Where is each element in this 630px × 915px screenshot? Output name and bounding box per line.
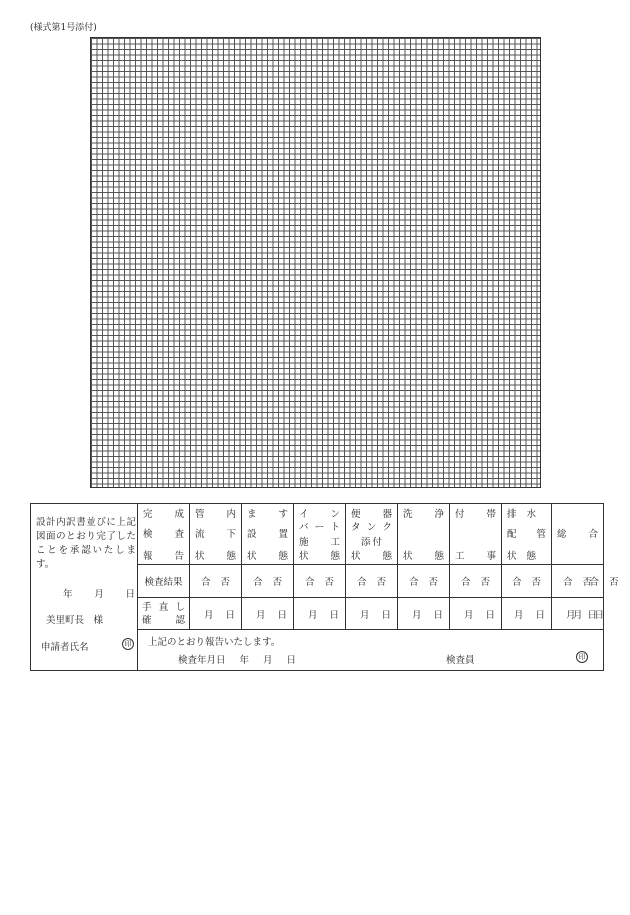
header-cell xyxy=(502,504,552,565)
day-label: 日 xyxy=(587,609,597,621)
month-label: 月 xyxy=(255,609,266,621)
header-ancillary-work xyxy=(450,504,501,564)
result-cell[interactable] xyxy=(242,565,294,598)
header-char: 態 xyxy=(382,551,392,562)
header-cell xyxy=(294,504,346,565)
report-statement-cell xyxy=(138,630,604,671)
header-char: 告 xyxy=(174,551,184,562)
header-cell xyxy=(552,504,604,565)
result-cell[interactable] xyxy=(190,565,242,598)
month-label: 月 xyxy=(203,609,214,621)
month-label: 月 xyxy=(572,609,583,621)
header-char: ま xyxy=(247,509,257,520)
pass-option[interactable]: 合 xyxy=(589,577,599,588)
approval-month-label: 月 xyxy=(94,589,104,600)
header-char: 完 xyxy=(143,509,153,520)
pass-option[interactable]: 合 xyxy=(408,577,419,588)
header-char: 添 xyxy=(361,537,371,548)
header-pipe-flow xyxy=(190,504,241,564)
header-char: 帯 xyxy=(486,509,496,520)
result-cell[interactable] xyxy=(346,565,398,598)
header-char: 付 xyxy=(455,509,465,520)
inspection-day-label: 日 xyxy=(286,655,297,666)
header-basin-install xyxy=(242,504,293,564)
inspector-label: 検査員 xyxy=(446,655,475,666)
header-char: 浄 xyxy=(434,509,444,520)
confirm-date-cell[interactable] xyxy=(242,598,294,630)
report-statement: 上記のとおり報告いたします。 xyxy=(148,637,281,648)
header-char: 工 xyxy=(330,537,340,548)
header-char: タ xyxy=(351,522,361,533)
month-label: 月 xyxy=(513,609,524,621)
header-char: 工 xyxy=(455,551,465,562)
header-cell xyxy=(398,504,450,565)
header-char: 事 xyxy=(486,551,496,562)
confirm-date-cell[interactable] xyxy=(346,598,398,630)
header-char: 洗 xyxy=(403,509,413,520)
result-cell[interactable] xyxy=(398,565,450,598)
header-char: 態 xyxy=(526,551,536,562)
header-char: ク xyxy=(382,522,392,533)
inspection-year-label: 年 xyxy=(239,655,250,666)
pass-option[interactable]: 合 xyxy=(460,577,471,588)
day-label: 日 xyxy=(225,609,235,621)
label-char: 手 xyxy=(142,601,152,613)
header-cell xyxy=(138,504,190,565)
approval-date xyxy=(63,586,135,600)
header-char: 報 xyxy=(143,551,153,562)
header-char: 状 xyxy=(299,551,309,562)
approval-statement: 設計内訳書並びに上記図面のとおり完了したことを承認いたします。 xyxy=(36,517,136,570)
confirm-date-cell[interactable] xyxy=(294,598,346,630)
header-char: 器 xyxy=(382,509,392,520)
header-cell xyxy=(450,504,502,565)
header-char: 流 xyxy=(195,529,205,540)
result-cell[interactable] xyxy=(294,565,346,598)
header-char: バ xyxy=(299,522,309,533)
header-invert-work xyxy=(294,504,345,564)
header-char: 合 xyxy=(588,529,598,540)
header-char: 設 xyxy=(247,529,257,540)
header-char: イ xyxy=(299,509,309,520)
header-char: 態 xyxy=(278,551,288,562)
result-cell[interactable] xyxy=(450,565,502,598)
header-char: 態 xyxy=(434,551,444,562)
fail-option[interactable]: 否 xyxy=(609,577,619,588)
header-char: 状 xyxy=(247,551,257,562)
pass-option[interactable]: 合 xyxy=(304,577,315,588)
fail-option[interactable]: 否 xyxy=(220,577,231,588)
header-char: 状 xyxy=(195,551,205,562)
header-char: す xyxy=(278,509,288,520)
result-row-label: 検査結果 xyxy=(138,565,190,598)
header-char: 管 xyxy=(195,509,205,520)
result-cell[interactable] xyxy=(502,565,552,598)
approval-day-label: 日 xyxy=(125,589,135,600)
header-flush xyxy=(398,504,449,564)
inspection-date xyxy=(178,652,296,666)
header-char: 態 xyxy=(226,551,236,562)
drawing-grid-area[interactable] xyxy=(90,37,541,488)
fail-option[interactable]: 否 xyxy=(428,577,439,588)
day-label: 日 xyxy=(485,609,495,621)
header-char: 配 xyxy=(507,529,517,540)
day-label: 日 xyxy=(329,609,339,621)
header-char: 排 xyxy=(507,509,517,520)
header-char: 状 xyxy=(403,551,413,562)
pass-option[interactable]: 合 xyxy=(200,577,211,588)
header-char: 検 xyxy=(143,529,153,540)
label-char: 認 xyxy=(175,614,185,626)
header-char: 管 xyxy=(536,529,546,540)
header-char: 状 xyxy=(351,551,361,562)
pass-option[interactable]: 合 xyxy=(252,577,263,588)
header-char: 付 xyxy=(372,537,382,548)
form-number-label: (様式第1号添付) xyxy=(30,23,97,33)
label-char: し xyxy=(175,601,185,613)
header-drain-pipe xyxy=(502,504,551,564)
header-char: 置 xyxy=(278,529,288,540)
confirm-date-cell[interactable] xyxy=(450,598,502,630)
header-char: 総 xyxy=(557,529,567,540)
day-label: 日 xyxy=(433,609,443,621)
header-char: 状 xyxy=(507,551,517,562)
label-char: 確 xyxy=(142,614,152,626)
day-label: 日 xyxy=(535,609,545,621)
inspection-report-table xyxy=(30,503,619,671)
header-cell xyxy=(190,504,242,565)
header-char: 査 xyxy=(174,529,184,540)
confirm-date-cell[interactable] xyxy=(502,598,552,630)
pass-option[interactable]: 合 xyxy=(356,577,367,588)
month-label: 月 xyxy=(359,609,370,621)
header-char: 下 xyxy=(226,529,236,540)
fail-option[interactable]: 否 xyxy=(582,577,593,588)
month-label: 月 xyxy=(307,609,318,621)
header-char: 成 xyxy=(174,509,184,520)
fail-option[interactable]: 否 xyxy=(324,577,335,588)
inspector-seal-icon: 印 xyxy=(576,651,588,663)
pass-option[interactable]: 合 xyxy=(511,577,522,588)
header-char: 内 xyxy=(226,509,236,520)
applicant-seal-icon: 印 xyxy=(122,638,134,650)
header-overall xyxy=(552,504,603,564)
header-char: 便 xyxy=(351,509,361,520)
fail-option[interactable]: 否 xyxy=(376,577,387,588)
approval-panel xyxy=(31,504,138,671)
header-char: ー xyxy=(314,522,325,533)
pass-option[interactable]: 合 xyxy=(562,577,573,588)
header-completion-report xyxy=(138,504,189,564)
day-label: 日 xyxy=(277,609,287,621)
label-char: 直 xyxy=(158,601,169,613)
inspection-month-label: 月 xyxy=(263,655,273,666)
header-char: 態 xyxy=(330,551,340,562)
header-char: ト xyxy=(330,522,340,533)
day-label: 日 xyxy=(594,609,604,621)
inspection-date-label: 検査年月日 xyxy=(178,655,226,666)
header-char: ン xyxy=(366,522,377,533)
month-label: 月 xyxy=(565,609,576,621)
confirm-row-label xyxy=(138,598,190,630)
month-label: 月 xyxy=(463,609,474,621)
header-toilet-tank xyxy=(346,504,397,564)
header-char: ン xyxy=(330,509,340,520)
fail-option[interactable]: 否 xyxy=(272,577,283,588)
month-label: 月 xyxy=(411,609,422,621)
header-char: 水 xyxy=(526,509,536,520)
addressee-mayor: 美里町長 様 xyxy=(46,615,104,626)
header-cell xyxy=(346,504,398,565)
confirm-date-cell[interactable] xyxy=(398,598,450,630)
day-label: 日 xyxy=(381,609,391,621)
fail-option[interactable]: 否 xyxy=(531,577,542,588)
header-cell xyxy=(242,504,294,565)
approval-year-label: 年 xyxy=(63,589,73,600)
header-char: 施 xyxy=(299,537,309,548)
applicant-name-label: 申請者氏名 xyxy=(41,642,89,653)
fail-option[interactable]: 否 xyxy=(480,577,491,588)
confirm-date-cell[interactable] xyxy=(190,598,242,630)
